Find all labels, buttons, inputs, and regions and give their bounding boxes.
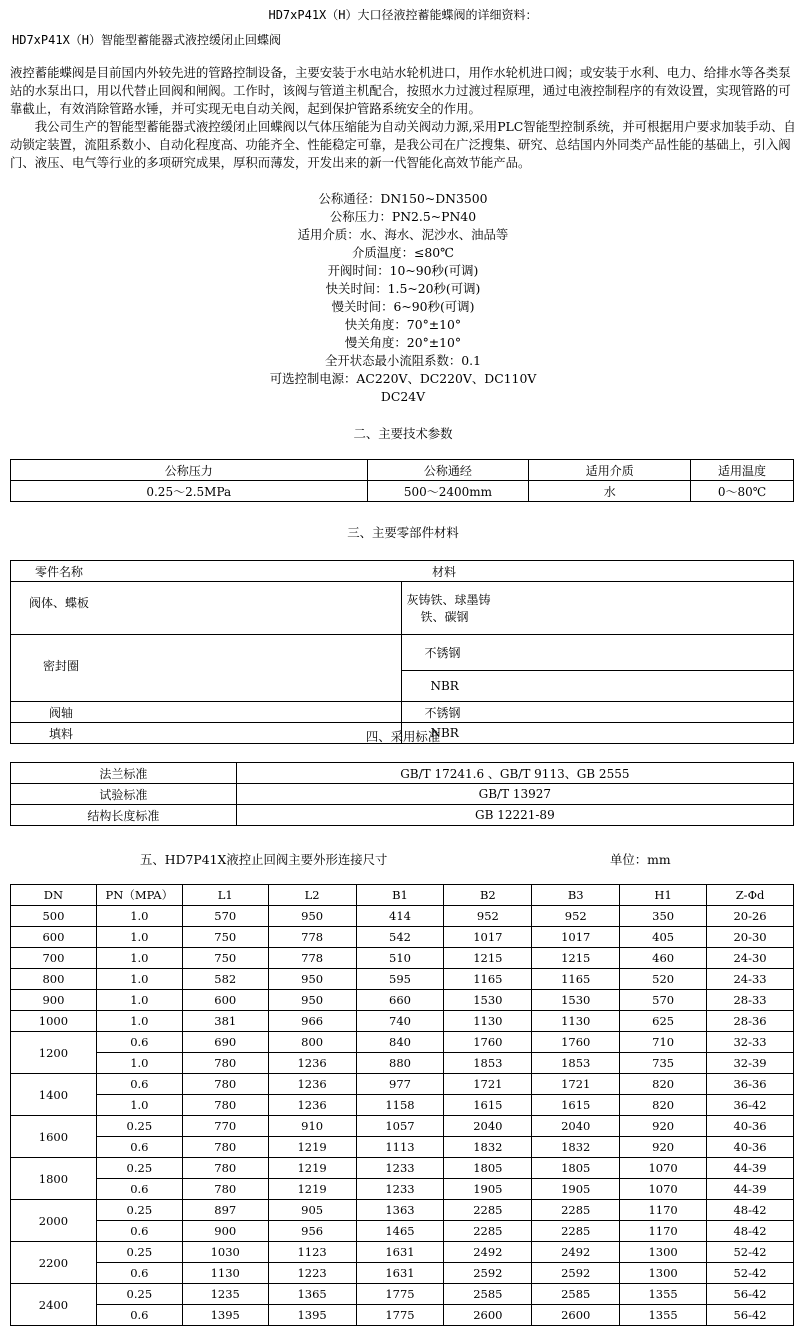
table-cell: 1017 — [532, 927, 620, 948]
table-cell: 1.0 — [96, 1053, 182, 1074]
table-cell: 2285 — [444, 1200, 532, 1221]
table-cell: GB 12221-89 — [236, 805, 793, 826]
table-cell: 820 — [620, 1074, 707, 1095]
spec-item: DC24V — [380, 389, 426, 404]
section-2-title: 二、主要技术参数 — [353, 426, 453, 441]
spec-item: 慢关角度：20°±10° — [344, 335, 462, 350]
table-cell: 600 — [11, 927, 97, 948]
table-cell: 900 — [182, 1221, 268, 1242]
table-cell: GB/T 17241.6 、GB/T 9113、GB 2555 — [236, 763, 793, 784]
table-cell: 1215 — [444, 948, 532, 969]
table-cell: 2600 — [444, 1305, 532, 1326]
table-cell: 试验标准 — [11, 784, 237, 805]
table-cell: 820 — [620, 1095, 707, 1116]
table-row — [11, 1116, 794, 1137]
table-cell: 1805 — [444, 1158, 532, 1179]
table-cell: 1775 — [356, 1284, 444, 1305]
table-cell: 1721 — [444, 1074, 532, 1095]
table-cell: 956 — [268, 1221, 356, 1242]
table-header-cell: 适用温度 — [691, 460, 794, 481]
table-cell: 24-33 — [707, 969, 794, 990]
table-cell: 48-42 — [707, 1200, 794, 1221]
table-row — [11, 1284, 794, 1305]
table-cell: 350 — [620, 906, 707, 927]
table-header-cell: H1 — [620, 885, 707, 906]
table-cell: 952 — [532, 906, 620, 927]
table-cell: 40-36 — [707, 1116, 794, 1137]
spec-item: 公称通径：DN150~DN3500 — [318, 191, 488, 206]
table-row — [11, 906, 794, 927]
table-cell: 0.6 — [96, 1074, 182, 1095]
table-cell: 1000 — [11, 1011, 97, 1032]
table-cell: 780 — [182, 1137, 268, 1158]
table-header-row — [11, 561, 794, 582]
table-cell: 0.6 — [96, 1305, 182, 1326]
table-cell: 法兰标准 — [11, 763, 237, 784]
table-cell: 1465 — [356, 1221, 444, 1242]
table-cell: 1300 — [620, 1242, 707, 1263]
table-header-cell: PN（MPA） — [96, 885, 182, 906]
product-title: HD7xP41X（H）智能型蓄能器式液控缓闭止回蝶阀 — [12, 33, 282, 47]
material-line: 灰铸铁、球墨铸 — [406, 593, 491, 607]
table-cell: 750 — [182, 927, 268, 948]
table-cell: 950 — [268, 990, 356, 1011]
table-row — [11, 969, 794, 990]
table-cell: 690 — [182, 1032, 268, 1053]
dn-group-cell: 2400 — [11, 1284, 97, 1326]
table-header-cell: B3 — [532, 885, 620, 906]
spec-item: 可选控制电源：AC220V、DC220V、DC110V — [269, 371, 537, 386]
table-cell: 800 — [268, 1032, 356, 1053]
table-cell: 阀轴 — [11, 702, 402, 723]
table-cell: 570 — [182, 906, 268, 927]
table-cell: 1057 — [356, 1116, 444, 1137]
table-header-cell: 公称压力 — [11, 460, 368, 481]
spec-item: 开阀时间：10~90秒(可调) — [327, 263, 479, 278]
table-cell: 381 — [182, 1011, 268, 1032]
table-cell: 780 — [182, 1179, 268, 1200]
table-cell: 500 — [11, 906, 97, 927]
table-cell: 56-42 — [707, 1305, 794, 1326]
table-cell: 920 — [620, 1137, 707, 1158]
table-row — [11, 948, 794, 969]
dn-group-cell: 1600 — [11, 1116, 97, 1158]
table-cell: 1130 — [444, 1011, 532, 1032]
table-cell: 920 — [620, 1116, 707, 1137]
table-row — [11, 805, 794, 826]
table-cell: 2285 — [444, 1221, 532, 1242]
section-4-title: 四、采用标准 — [365, 729, 441, 744]
table-cell: 405 — [620, 927, 707, 948]
table-cell: 1721 — [532, 1074, 620, 1095]
table-cell: 0.25 — [96, 1116, 182, 1137]
table-row — [11, 702, 794, 723]
intro-paragraph-1: 液控蓄能蝶阀是目前国内外较先进的管路控制设备，主要安装于水电站水轮机进口，用作水轮机进口阀；或安装于水利、电力、给排水等各类泵站的水泵出口，用以代替止回阀和闸阀。工作时，该阀与管道主机配合，按照水力过渡过程原理，通过电液控制程序的有效设置，实现管路的可靠截止，有效消除管路水锤，并可实现无电自动关阀，起到保护管路系统安全的作用。 — [10, 65, 791, 116]
table-header-cell: 材料 — [402, 561, 794, 582]
table-row — [11, 1074, 794, 1095]
table-cell: 740 — [356, 1011, 444, 1032]
table-cell: 1775 — [356, 1305, 444, 1326]
materials-table — [10, 560, 794, 744]
table-cell: 897 — [182, 1200, 268, 1221]
table-cell: 1631 — [356, 1263, 444, 1284]
table-cell: 542 — [356, 927, 444, 948]
dimensions-table — [10, 884, 794, 1326]
table-header-cell: B2 — [444, 885, 532, 906]
table-row — [11, 481, 794, 502]
table-cell: 不锈钢 — [402, 635, 794, 671]
table-cell: 1215 — [532, 948, 620, 969]
spec-item: 适用介质：水、海水、泥沙水、油品等 — [297, 227, 509, 242]
table-cell: 44-39 — [707, 1179, 794, 1200]
page-title: HD7xP41X（H）大口径液控蓄能蝶阀的详细资料： — [268, 8, 538, 22]
table-cell: 1236 — [268, 1053, 356, 1074]
spec-item: 全开状态最小流阻系数：0.1 — [324, 353, 481, 368]
table-cell: 1219 — [268, 1179, 356, 1200]
table-cell: 950 — [268, 906, 356, 927]
table-cell: 52-42 — [707, 1242, 794, 1263]
table-cell: 660 — [356, 990, 444, 1011]
table-cell: 1832 — [444, 1137, 532, 1158]
table-row — [11, 927, 794, 948]
table-row — [11, 1305, 794, 1326]
table-cell: 1233 — [356, 1179, 444, 1200]
table-cell: 1170 — [620, 1200, 707, 1221]
table-cell: 0.25 — [96, 1242, 182, 1263]
table-cell: 1113 — [356, 1137, 444, 1158]
table-cell: 1165 — [532, 969, 620, 990]
table-cell: 778 — [268, 927, 356, 948]
table-row — [11, 1263, 794, 1284]
table-cell: 570 — [620, 990, 707, 1011]
table-header-cell: L1 — [182, 885, 268, 906]
table-header-cell: 适用介质 — [529, 460, 691, 481]
table-cell: 1233 — [356, 1158, 444, 1179]
standards-table — [10, 762, 794, 826]
table-cell: 1123 — [268, 1242, 356, 1263]
table-cell: 32-39 — [707, 1053, 794, 1074]
table-cell: 500～2400mm — [367, 481, 529, 502]
spec-item: 快关时间：1.5~20秒(可调) — [325, 281, 481, 296]
table-cell: 1395 — [268, 1305, 356, 1326]
tech-params-table — [10, 459, 794, 502]
table-cell: 1.0 — [96, 990, 182, 1011]
intro-paragraph-2: 我公司生产的智能型蓄能器式液控缓闭止回蝶阀以气体压缩能为自动关阀动力源,采用PLC智能型控制系统，并可根据用户要求加装手动、自动锁定装置，流阻系数小、自动化程度高、功能齐全、性能稳定可靠，是我公司在广泛搜集、研究、总结国内外同类产品性能的基础上，引入阀门、液压、电气等行业的多项研究成果，厚积而薄发，开发出来的新一代智能化高效节能产品。 — [10, 119, 796, 170]
table-cell: 1170 — [620, 1221, 707, 1242]
table-header-cell: L2 — [268, 885, 356, 906]
table-cell: 2285 — [532, 1200, 620, 1221]
table-row — [11, 784, 794, 805]
table-cell: 2040 — [444, 1116, 532, 1137]
table-cell: 966 — [268, 1011, 356, 1032]
table-cell: GB/T 13927 — [236, 784, 793, 805]
table-cell: 1363 — [356, 1200, 444, 1221]
table-cell: 结构长度标准 — [11, 805, 237, 826]
table-cell: 1.0 — [96, 906, 182, 927]
table-cell: 977 — [356, 1074, 444, 1095]
material-line: 铁、碳钢 — [420, 610, 469, 624]
table-row — [11, 1053, 794, 1074]
dn-group-cell: 1800 — [11, 1158, 97, 1200]
table-cell: 0.25 — [96, 1200, 182, 1221]
table-cell: 1530 — [532, 990, 620, 1011]
table-row — [11, 1032, 794, 1053]
table-cell: 905 — [268, 1200, 356, 1221]
table-cell: 填料 — [11, 723, 402, 744]
table-cell: 735 — [620, 1053, 707, 1074]
table-cell: 1130 — [182, 1263, 268, 1284]
dn-group-cell: 2200 — [11, 1242, 97, 1284]
table-cell: 48-42 — [707, 1221, 794, 1242]
table-cell: 780 — [182, 1095, 268, 1116]
table-cell: 2600 — [532, 1305, 620, 1326]
table-cell: 28-33 — [707, 990, 794, 1011]
table-cell: 阀体、蝶板 — [11, 582, 402, 635]
table-cell: 0～80℃ — [691, 481, 794, 502]
dn-group-cell: 1200 — [11, 1032, 97, 1074]
spec-item: 公称压力：PN2.5~PN40 — [329, 209, 477, 224]
table-cell: 1853 — [444, 1053, 532, 1074]
table-cell: 1.0 — [96, 948, 182, 969]
table-cell: 20-26 — [707, 906, 794, 927]
table-cell: 1760 — [444, 1032, 532, 1053]
table-cell: 56-42 — [707, 1284, 794, 1305]
table-header-cell: Z-Φd — [707, 885, 794, 906]
table-cell: 595 — [356, 969, 444, 990]
table-cell: 1760 — [532, 1032, 620, 1053]
table-cell: 1853 — [532, 1053, 620, 1074]
table-cell: 28-36 — [707, 1011, 794, 1032]
table-row — [11, 1221, 794, 1242]
table-cell: 1530 — [444, 990, 532, 1011]
table-cell: 1219 — [268, 1137, 356, 1158]
table-cell: 2592 — [532, 1263, 620, 1284]
table-cell: 52-42 — [707, 1263, 794, 1284]
table-cell: 750 — [182, 948, 268, 969]
table-cell: 0.25～2.5MPa — [11, 481, 368, 502]
table-header-row — [11, 885, 794, 906]
table-cell: 2492 — [532, 1242, 620, 1263]
table-cell: 625 — [620, 1011, 707, 1032]
section-3-title: 三、主要零部件材料 — [347, 525, 459, 540]
table-cell: 1.0 — [96, 969, 182, 990]
table-cell: 780 — [182, 1074, 268, 1095]
table-cell: NBR — [402, 671, 794, 702]
table-row — [11, 763, 794, 784]
intro-text — [10, 64, 796, 172]
table-cell: 不锈钢 — [402, 702, 794, 723]
table-cell — [402, 582, 794, 635]
spec-item: 介质温度：≤80℃ — [352, 245, 454, 260]
table-cell: 582 — [182, 969, 268, 990]
table-cell: 510 — [356, 948, 444, 969]
table-cell: 1158 — [356, 1095, 444, 1116]
table-cell: 40-36 — [707, 1137, 794, 1158]
table-cell: 1395 — [182, 1305, 268, 1326]
table-cell: 780 — [182, 1053, 268, 1074]
table-header-cell: B1 — [356, 885, 444, 906]
table-cell: 0.6 — [96, 1221, 182, 1242]
table-cell: 952 — [444, 906, 532, 927]
table-row — [11, 582, 794, 635]
table-cell: 1365 — [268, 1284, 356, 1305]
table-header-cell: 零件名称 — [11, 561, 402, 582]
table-row — [11, 1011, 794, 1032]
table-cell: 770 — [182, 1116, 268, 1137]
table-header-cell: 公称通经 — [367, 460, 529, 481]
table-cell: 414 — [356, 906, 444, 927]
table-cell: 0.25 — [96, 1158, 182, 1179]
table-cell: 520 — [620, 969, 707, 990]
table-cell: 1.0 — [96, 1095, 182, 1116]
table-row — [11, 1200, 794, 1221]
table-cell: 2040 — [532, 1116, 620, 1137]
table-cell: 460 — [620, 948, 707, 969]
table-cell: 0.6 — [96, 1137, 182, 1158]
table-cell: 1355 — [620, 1305, 707, 1326]
table-cell: 1223 — [268, 1263, 356, 1284]
table-cell: 900 — [11, 990, 97, 1011]
table-cell: 1355 — [620, 1284, 707, 1305]
table-cell: 1070 — [620, 1179, 707, 1200]
table-cell: 0.6 — [96, 1179, 182, 1200]
table-cell: 1219 — [268, 1158, 356, 1179]
spec-item: 快关角度：70°±10° — [344, 317, 462, 332]
table-cell: 600 — [182, 990, 268, 1011]
dn-group-cell: 1400 — [11, 1074, 97, 1116]
table-row — [11, 990, 794, 1011]
table-cell: 1905 — [444, 1179, 532, 1200]
table-cell: 36-36 — [707, 1074, 794, 1095]
table-cell: 1235 — [182, 1284, 268, 1305]
table-cell: 20-30 — [707, 927, 794, 948]
table-row — [11, 1137, 794, 1158]
table-cell: 1017 — [444, 927, 532, 948]
table-row — [11, 1179, 794, 1200]
table-cell: 1615 — [444, 1095, 532, 1116]
unit-label: 单位：mm — [610, 852, 671, 867]
table-cell: 1832 — [532, 1137, 620, 1158]
table-cell: 0.6 — [96, 1032, 182, 1053]
table-row — [11, 635, 794, 671]
table-cell: 1805 — [532, 1158, 620, 1179]
table-cell: 780 — [182, 1158, 268, 1179]
table-cell: 1130 — [532, 1011, 620, 1032]
table-cell: 910 — [268, 1116, 356, 1137]
table-cell: 880 — [356, 1053, 444, 1074]
dn-group-cell: 2000 — [11, 1200, 97, 1242]
table-cell: 2585 — [532, 1284, 620, 1305]
table-cell: 950 — [268, 969, 356, 990]
table-cell: 800 — [11, 969, 97, 990]
table-cell: 1.0 — [96, 927, 182, 948]
table-cell: 1236 — [268, 1095, 356, 1116]
table-cell: NBR — [402, 723, 794, 744]
spec-item: 慢关时间：6~90秒(可调) — [331, 299, 475, 314]
section-5-title: 五、HD7P41X液控止回阀主要外形连接尺寸 — [140, 852, 388, 867]
table-cell: 778 — [268, 948, 356, 969]
table-cell: 32-33 — [707, 1032, 794, 1053]
table-cell: 1236 — [268, 1074, 356, 1095]
table-cell: 2585 — [444, 1284, 532, 1305]
table-header-cell: DN — [11, 885, 97, 906]
table-cell: 1030 — [182, 1242, 268, 1263]
table-cell: 1615 — [532, 1095, 620, 1116]
table-cell: 0.25 — [96, 1284, 182, 1305]
table-cell: 2285 — [532, 1221, 620, 1242]
table-cell: 1905 — [532, 1179, 620, 1200]
table-cell: 1165 — [444, 969, 532, 990]
table-row — [11, 1158, 794, 1179]
table-cell: 1631 — [356, 1242, 444, 1263]
table-row — [11, 1242, 794, 1263]
table-cell: 700 — [11, 948, 97, 969]
table-cell: 0.6 — [96, 1263, 182, 1284]
table-cell: 1300 — [620, 1263, 707, 1284]
table-cell: 710 — [620, 1032, 707, 1053]
table-cell: 密封圈 — [11, 635, 402, 702]
table-header-row — [11, 460, 794, 481]
table-cell: 36-42 — [707, 1095, 794, 1116]
table-cell: 1.0 — [96, 1011, 182, 1032]
table-cell: 2592 — [444, 1263, 532, 1284]
table-cell: 840 — [356, 1032, 444, 1053]
table-cell: 2492 — [444, 1242, 532, 1263]
table-row — [11, 1095, 794, 1116]
table-cell: 1070 — [620, 1158, 707, 1179]
table-cell: 水 — [529, 481, 691, 502]
table-cell: 24-30 — [707, 948, 794, 969]
spec-list — [0, 190, 806, 406]
table-cell: 44-39 — [707, 1158, 794, 1179]
